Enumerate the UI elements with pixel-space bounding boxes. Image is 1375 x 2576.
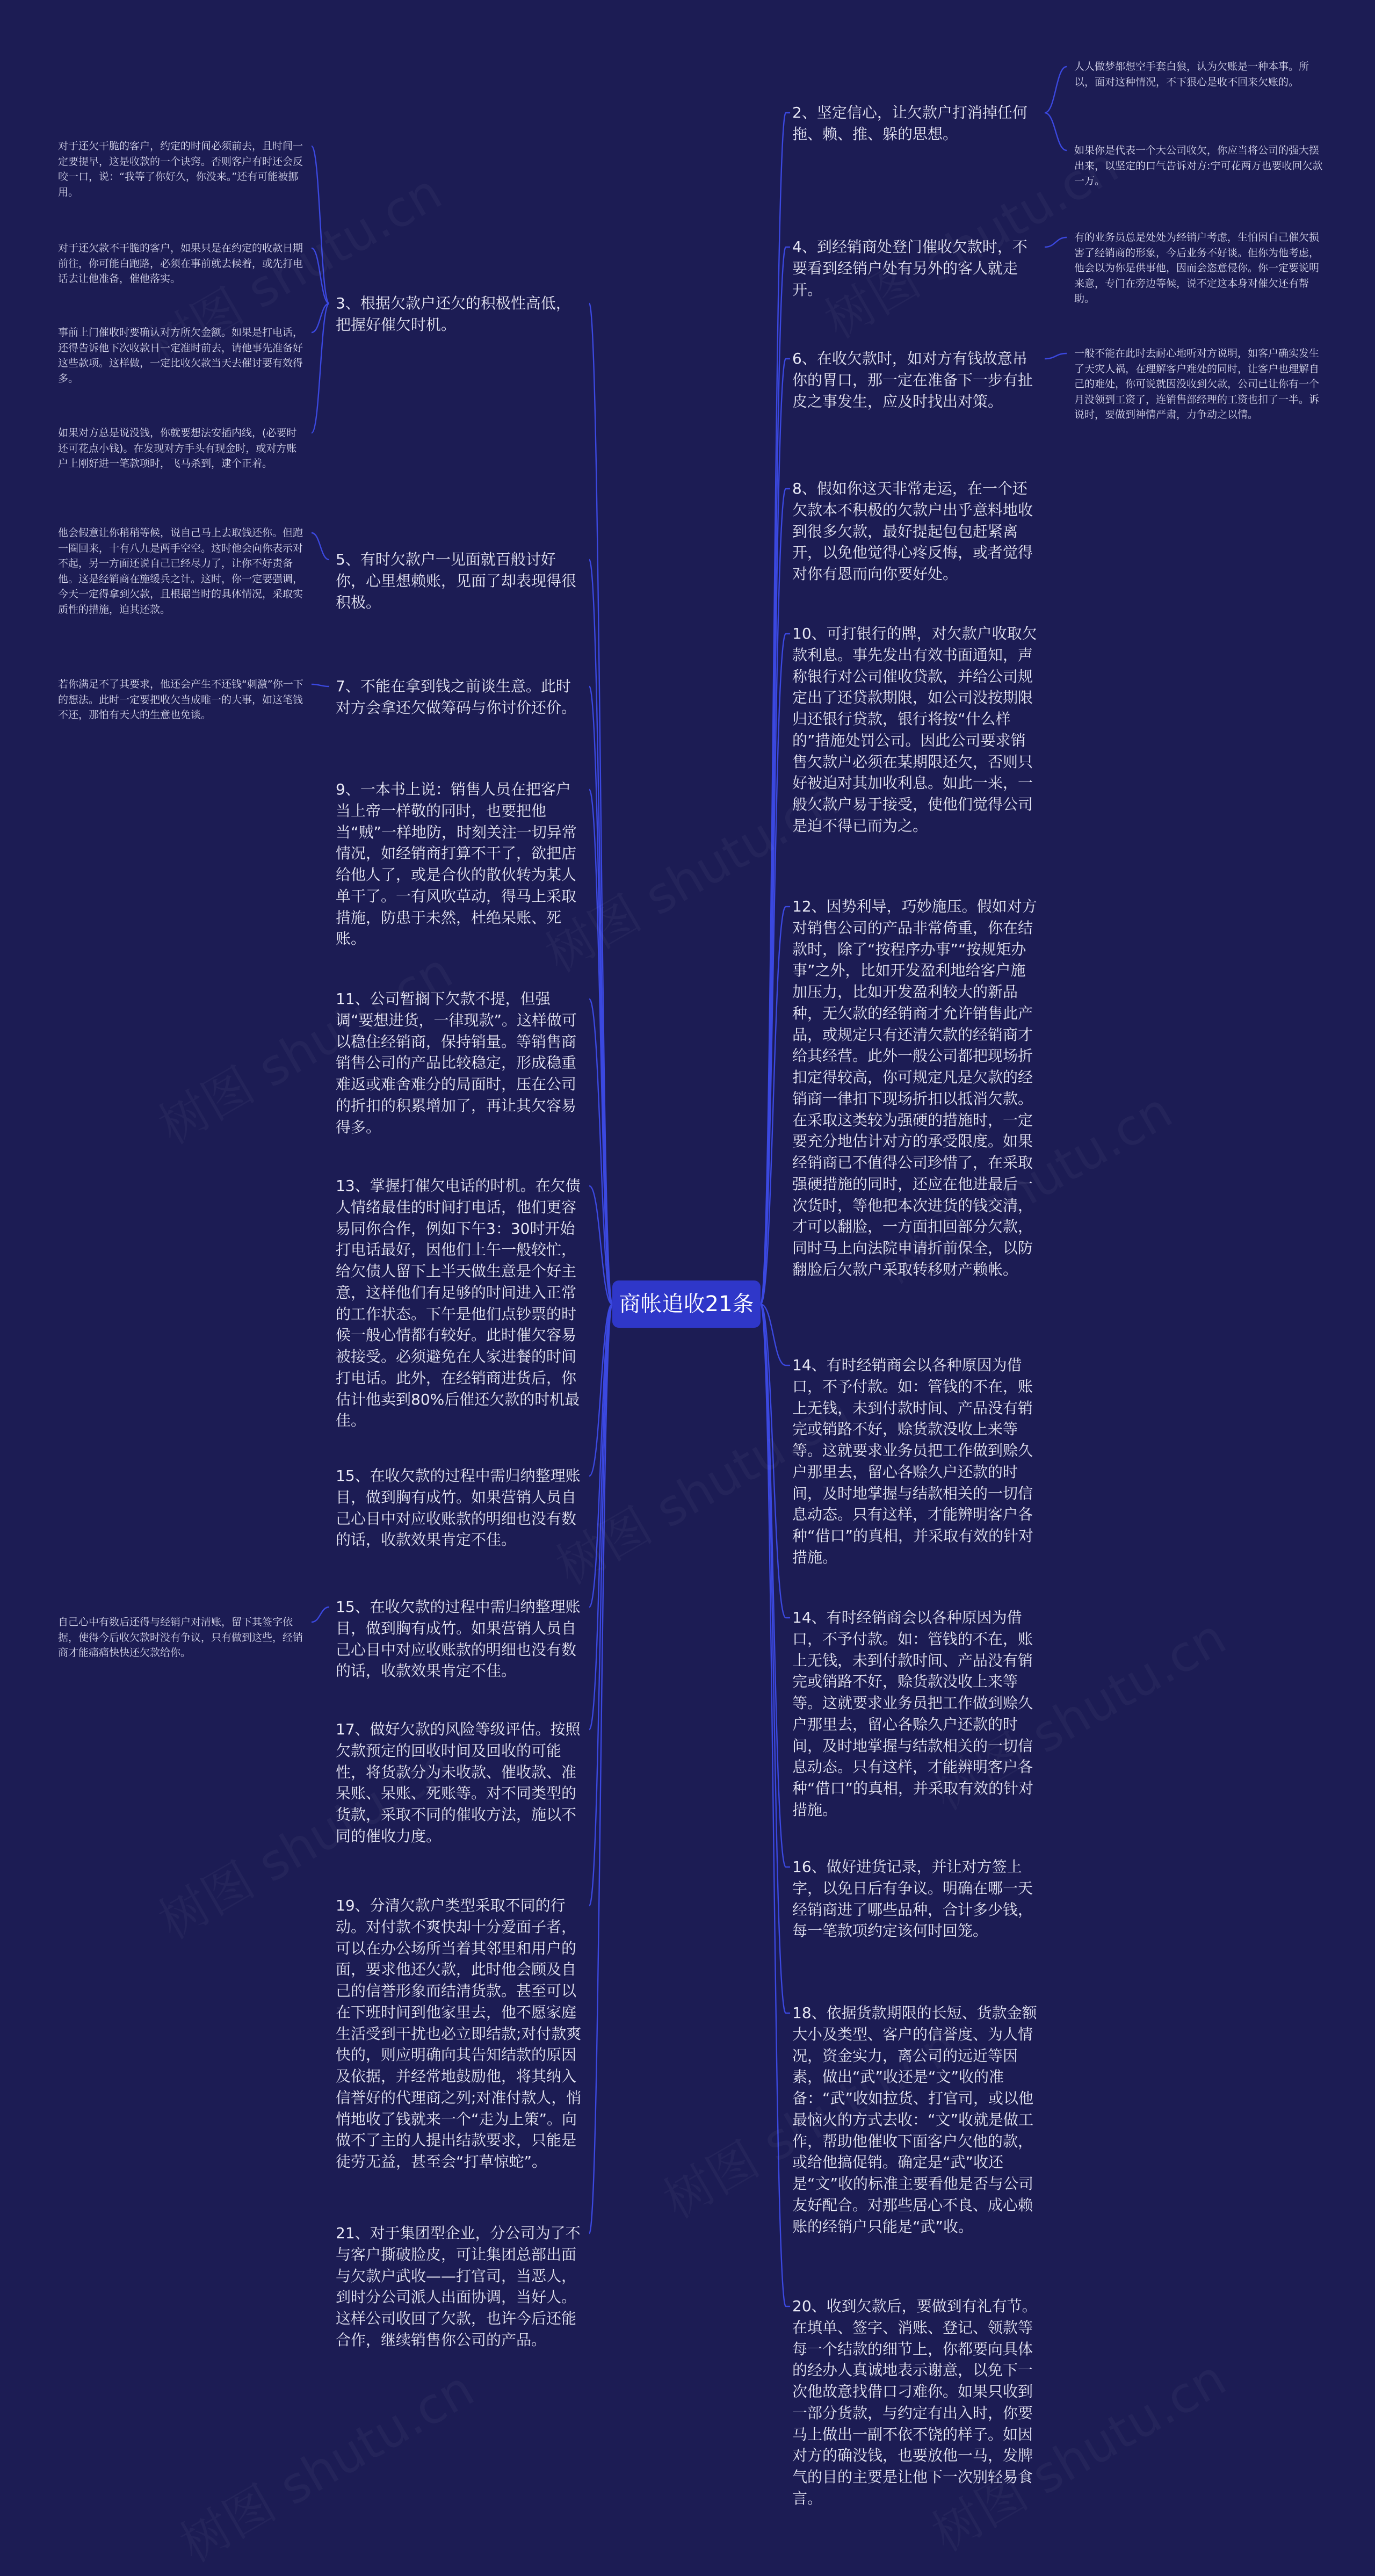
branch-node[interactable]: 4、到经销商处登门催收欠款时，不要看到经销户处有另外的客人就走开。 [792,238,1027,299]
branch-node[interactable]: 18、依据货款期限的长短、货款金额大小及类型、客户的信誉度、为人情况，资金实力，离公司的远近等因素，做出“武”收还是“文”收的准备：“武”收如拉货、打官司，或以他最恼火的方式去收：“文”收就是做工作，帮助他催收下面客户欠他的款，或给他搞促销。确定是“武”收还是“文”收的标准主要看他是否与公司友好配合。对那些居心不良、成心赖账的经销户只能是“武”收。 [792,2004,1037,2235]
leaf-node[interactable]: 若你满足不了其要求，他还会产生不还钱“刺激”你一下的想法。此时一定要把收欠当成唯一的大事，如这笔钱不还，那怕有天大的生意也免谈。 [58,678,303,721]
root-to-branch-line [589,560,612,1304]
branch-node[interactable]: 10、可打银行的牌，对欠款户收取欠款利息。事先发出有效书面通知，声称银行对公司催收贷款，并给公司规定出了还贷款期限，如公司没按期限归还银行贷款，银行将按“什么样的”措施处罚公司。因此公司要求销售欠款户必须在某期限还欠，否则只好被迫对其加收利息。如此一来，一般欠款户易于接受，使他们觉得公司是迫不得已而为之。 [792,625,1037,835]
branch-node[interactable]: 11、公司暂搁下欠款不提，但强调“要想进货，一律现款”。这样做可以稳住经销商，保持销量。等销售商销售公司的产品比较稳定，形成稳重难返或难舍难分的局面时，压在公司的折扣的积累增加了，再让其欠容易得多。 [336,990,577,1136]
branch-node[interactable]: 8、假如你这天非常走运，在一个还欠款本不积极的欠款户出乎意料地收到很多欠款，最好提起包包赶紧离开，以免他觉得心疼反悔，或者觉得对你有恩而向你要好处。 [792,480,1033,583]
leaf-node[interactable]: 事前上门催收时要确认对方所欠金额。如果是打电话，还得告诉他下次收款日一定准时前去，请他事先准备好这些款项。这样做，一定比收欠款当天去催讨要有效得多。 [58,327,303,385]
root-to-branch-line [589,790,612,1304]
branch-to-leaf-line [312,1607,329,1622]
root-to-branch-line [589,1304,612,1730]
branch-node[interactable]: 15、在收欠款的过程中需归纳整理账目，做到胸有成竹。如果营销人员自己心目中对应收账款的明细也没有数的话，收款效果肯定不佳。 [336,1467,581,1549]
branch-node[interactable]: 5、有时欠款户一见面就百般讨好你，心里想赖账，见面了却表现得很积极。 [336,551,577,611]
branch-node[interactable]: 13、掌握打催欠电话的时机。在欠债人情绪最佳的时间打电话，他们更容易同你合作，例如下午3：30时开始打电话最好，因他们上午一般较忙，给欠债人留下上半天做生意是个好主意，这样他们有足够的时间进入正常的工作状态。下午是他们点钞票的时候一般心情都有较好。此时催欠容易被接受。必须避免在人家进餐的时间打电话。此外，在经销商进货后，你估计他卖到80%后催还欠款的时机最佳。 [336,1177,581,1430]
root-to-branch-line [761,1304,786,2013]
branch-to-leaf-line [312,533,329,560]
branch-node[interactable]: 15、在收欠款的过程中需归纳整理账目，做到胸有成竹。如果营销人员自己心目中对应收账款的明细也没有数的话，收款效果肯定不佳。 [336,1598,581,1680]
branch-to-leaf-line [1045,237,1067,247]
branch-node[interactable]: 2、坚定信心，让欠款户打消掉任何拖、赖、推、躲的思想。 [792,104,1027,143]
leaf-node[interactable]: 如果对方总是说没钱，你就要想法安插内线，(必要时还可花点小钱)。在发现对方手头有现金时，或对方账户上刚好进一笔款项时，飞马杀到，逮个正着。 [58,427,297,469]
branch-to-leaf-line [312,146,329,303]
branch-node[interactable]: 14、有时经销商会以各种原因为借口，不予付款。如：管钱的不在，账上无钱，未到付款时间、产品没有销完或销路不好，赊货款没收上来等等。这就要求业务员把工作做到赊久户那里去，留心各赊久户还款的时间，及时地掌握与结款相关的一切信息动态。只有这样，才能辨明客户各种“借口”的真相，并采取有效的针对措施。 [792,1356,1034,1566]
leaf-node[interactable]: 他会假意让你稍稍等候，说自己马上去取钱还你。但跑一圈回来，十有八九是两手空空。这时他会向你表示对不起，另一方面还说自己已经尽力了，让你不好责备他。这是经销商在施缓兵之计。这时，你一定要强调，今天一定得拿到欠款，且根据当时的具体情况，采取实质性的措施，迫其还款。 [58,527,303,616]
branch-node[interactable]: 7、不能在拿到钱之前谈生意。此时对方会拿还欠做筹码与你讨价还价。 [336,677,577,717]
branch-node[interactable]: 20、收到欠款后，要做到有礼有节。在填单、签字、消账、登记、领款等每一个结款的细节上，你都要向具体的经办人真诚地表示谢意，以免下一次他故意找借口刁难你。如果只收到一部分货款，与约定有出入时，你要马上做出一副不依不饶的样子。如因对方的确没钱，也要放他一马，发脾气的目的主要是让他下一次别轻易食言。 [792,2297,1037,2507]
branch-node[interactable]: 21、对于集团型企业，分公司为了不与客户撕破脸皮，可让集团总部出面与欠款户武收——打官司，当恶人，到时分公司派人出面协调，当好人。这样公司收回了欠款，也许今后还能合作，继续销售你公司的产品。 [336,2224,581,2349]
branch-node[interactable]: 16、做好进货记录，并让对方签上字，以免日后有争议。明确在哪一天经销商进了哪些品种，合计多少钱，每一笔款项约定该何时回笼。 [792,1858,1033,1940]
branch-node[interactable]: 9、一本书上说：销售人员在把客户当上帝一样敬的同时，也要把他当“贼”一样地防，时刻关注一切异常情况，如经销商打算不干了，欲把店给他人了，或是合伙的散伙转为某人单干了。一有风吹草动，得马上采取措施，防患于未然，杜绝呆账、死账。 [336,780,577,948]
leaf-node[interactable]: 自己心中有数后还得与经销户对清账，留下其签字依据，使得今后收欠款时没有争议，只有做到这些，经销商才能痛痛快快还欠款给你。 [58,1616,303,1659]
root-node[interactable]: 商帐追收21条 [612,1280,761,1328]
root-to-branch-line [761,359,786,1304]
branch-to-leaf-line [1045,113,1067,150]
root-to-branch-line [761,247,786,1304]
branch-to-leaf-line [312,684,329,686]
leaf-node[interactable]: 有的业务员总是处处为经销户考虑，生怕因自己催欠损害了经销商的形象，今后业务不好谈。但你为他考虑，他会以为你是供事他，因而会恣意侵你。你一定要说明来意，专门在旁边等候，说不定这本身对催欠还有帮助。 [1074,231,1320,305]
root-to-branch-line [761,489,786,1304]
branch-node[interactable]: 12、因势利导，巧妙施压。假如对方对销售公司的产品非常倚重，你在结款时，除了“按程序办事”“按规矩办事”之外，比如开发盈利地给客户施加压力，比如开发盈利较大的新品种，无欠款的经销商才允许销售此产品，或规定只有还清欠款的经销商才给其经营。此外一般公司都把现场折扣定得较高，你可规定凡是欠款的经销商一律扣下现场折扣以抵消欠款。在采取这类较为强硬的措施时，一定要充分地估计对方的承受限度。如果经销商已不值得公司珍惜了，在采取强硬措施的同时，还应在他进最后一次货时，等他把本次进货的钱交清，才可以翻脸，一方面扣回部分欠款，同时马上向法院申请折前保全，以防翻脸后欠款户采取转移财产赖帐。 [792,898,1037,1278]
branch-to-leaf-line [312,303,329,433]
root-to-branch-line [589,1304,612,1607]
leaf-node[interactable]: 人人做梦都想空手套白狼，认为欠账是一种本事。所以，面对这种情况，不下狠心是收不回来欠账的。 [1074,61,1309,88]
leaf-node[interactable]: 如果你是代表一个大公司收欠，你应当将公司的强大摆出来，以坚定的口气告诉对方:宁可花两万也要收回欠款一万。 [1074,144,1323,187]
branch-node[interactable]: 17、做好欠款的风险等级评估。按照欠款预定的回收时间及回收的可能性，将货款分为未收款、催收款、准呆账、呆账、死账等。对不同类型的货款，采取不同的催收方法，施以不同的催收力度。 [336,1720,581,1845]
leaf-node[interactable]: 一般不能在此时去耐心地听对方说明，如客户确实发生了天灾人祸，在理解客户难处的同时，让客户也理解自己的难处，你可说就因没收到欠款，公司已让你有一个月没领到工资了，连销售部经理的工资也扣了一半。诉说时，要做到神情严肃，力争动之以情。 [1074,348,1320,421]
branch-node[interactable]: 6、在收欠款时，如对方有钱故意吊你的胃口，那一定在准备下一步有扯皮之事发生，应及时找出对策。 [792,350,1033,410]
branch-node[interactable]: 14、有时经销商会以各种原因为借口，不予付款。如：管钱的不在，账上无钱，未到付款时间、产品没有销完或销路不好，赊货款没收上来等等。这就要求业务员把工作做到赊久户那里去，留心各赊久户还款的时间，及时地掌握与结款相关的一切信息动态。只有这样，才能辨明客户各种“借口”的真相，并采取有效的针对措施。 [792,1609,1034,1819]
leaf-node[interactable]: 对于还欠干脆的客户，约定的时间必须前去，且时间一定要提早，这是收款的一个诀窍。否则客户有时还会反咬一口，说：“我等了你好久，你没来。”还有可能被挪用。 [58,140,303,198]
branch-node[interactable]: 19、分清欠款户类型采取不同的行动。对付款不爽快却十分爱面子者，可以在办公场所当着其邻里和用户的面，要求他还欠款，此时他会顾及自己的信誉形象而结清货款。甚至可以在下班时间到他家里去，他不愿家庭生活受到干扰也必立即结款;对付款爽快的，则应明确向其告知结款的原因及依据，并经常地鼓励他，将其纳入信誉好的代理商之列;对准付款人，悄悄地收了钱就来一个“走为上策”。向做不了主的人提出结款要求，只能是徒劳无益，甚至会“打草惊蛇”。 [336,1897,582,2170]
leaf-node[interactable]: 对于还欠款不干脆的客户，如果只是在约定的收款日期前往，你可能白跑路，必须在事前就去候着，或先打电话去让他准备，催他落实。 [58,242,303,285]
branch-node[interactable]: 3、根据欠款户还欠的积极性高低，把握好催欠时机。 [336,294,571,334]
branch-to-leaf-line [1045,353,1067,359]
branch-to-leaf-line [1045,67,1067,113]
